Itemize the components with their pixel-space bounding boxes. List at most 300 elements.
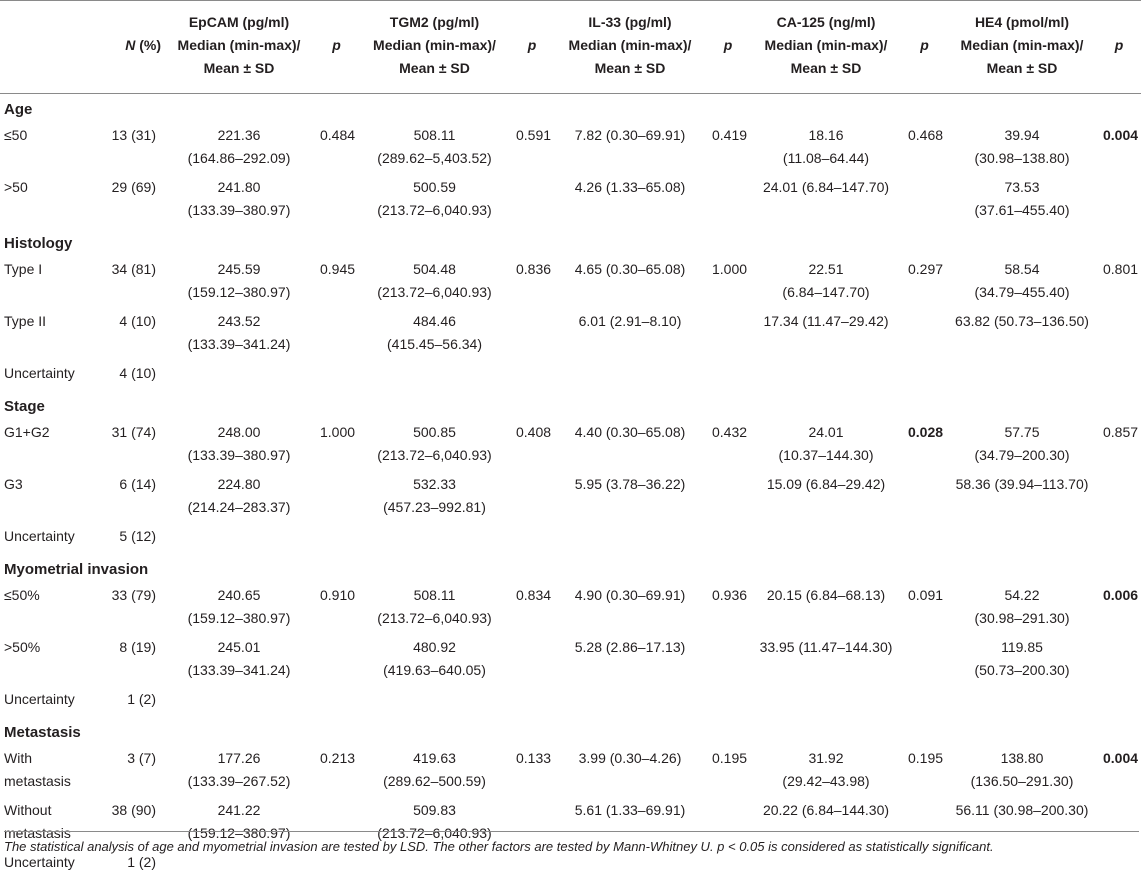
table-row <box>0 584 1141 636</box>
tgm2-p-value <box>510 851 554 880</box>
he4-value <box>947 525 1097 554</box>
section-row <box>0 94 1141 125</box>
il33-value <box>554 473 706 525</box>
ca125-value-line: (29.42–43.98) <box>753 770 899 793</box>
tgm2-value-line: 419.63 <box>362 747 507 770</box>
il33-p-value: 0.195 <box>706 747 750 799</box>
il33-p-value <box>706 176 750 228</box>
il33-value <box>554 421 706 473</box>
he4-value-line: 63.82 (50.73–136.50) <box>950 310 1094 333</box>
header-blank <box>314 1 359 35</box>
row-label: Uncertainty <box>0 851 84 880</box>
epcam-p-value: 1.000 <box>314 421 359 473</box>
table-row <box>0 258 1141 310</box>
header-ca125-p: p <box>902 34 947 57</box>
il33-p-value: 0.432 <box>706 421 750 473</box>
he4-value-line: 119.85 <box>950 636 1094 659</box>
header-n <box>84 34 164 57</box>
epcam-value-line: 240.65 <box>167 584 311 607</box>
table-row <box>0 310 1141 362</box>
header-il33: IL-33 (pg/ml) <box>554 1 706 35</box>
tgm2-value <box>359 636 510 688</box>
tgm2-value-line: (457.23–992.81) <box>362 496 507 519</box>
section-title: Age <box>0 94 1141 125</box>
ca125-p-value <box>902 851 947 880</box>
epcam-value-line: 177.26 <box>167 747 311 770</box>
header-ca125-sub1: Median (min-max)/ <box>750 34 902 57</box>
il33-p-value <box>706 636 750 688</box>
table-row <box>0 124 1141 176</box>
row-n: 4 (10) <box>84 362 164 391</box>
header-he4-sub1: Median (min-max)/ <box>947 34 1097 57</box>
he4-value <box>947 258 1097 310</box>
il33-value <box>554 851 706 880</box>
header-blank <box>706 1 750 35</box>
il33-value <box>554 124 706 176</box>
header-row-2 <box>0 34 1141 57</box>
il33-p-value: 1.000 <box>706 258 750 310</box>
header-blank <box>510 1 554 35</box>
epcam-value <box>164 362 314 391</box>
il33-value <box>554 362 706 391</box>
he4-value-line: (37.61–455.40) <box>950 199 1094 222</box>
header-ca125: CA-125 (ng/ml) <box>750 1 902 35</box>
epcam-value <box>164 747 314 799</box>
he4-p-value: 0.004 <box>1097 124 1141 176</box>
he4-value-line: (30.98–138.80) <box>950 147 1094 170</box>
epcam-value <box>164 688 314 717</box>
tgm2-value <box>359 421 510 473</box>
il33-value <box>554 636 706 688</box>
he4-value <box>947 421 1097 473</box>
table-row <box>0 362 1141 391</box>
tgm2-p-value <box>510 473 554 525</box>
ca125-p-value <box>902 636 947 688</box>
he4-value <box>947 851 1097 880</box>
epcam-value <box>164 851 314 880</box>
he4-value-line: 39.94 <box>950 124 1094 147</box>
il33-value-line: 4.26 (1.33–65.08) <box>557 176 703 199</box>
epcam-p-value <box>314 473 359 525</box>
epcam-value-line: (164.86–292.09) <box>167 147 311 170</box>
ca125-value <box>750 525 902 554</box>
header-epcam: EpCAM (pg/ml) <box>164 1 314 35</box>
ca125-p-value: 0.468 <box>902 124 947 176</box>
section-row <box>0 717 1141 747</box>
epcam-value-line: (159.12–380.97) <box>167 822 311 845</box>
row-label: Type I <box>0 258 84 310</box>
ca125-value-line: 20.15 (6.84–68.13) <box>753 584 899 607</box>
epcam-p-value <box>314 310 359 362</box>
header-blank <box>902 1 947 35</box>
epcam-value <box>164 258 314 310</box>
il33-p-value <box>706 851 750 880</box>
row-n: 6 (14) <box>84 473 164 525</box>
il33-value-line: 5.28 (2.86–17.13) <box>557 636 703 659</box>
epcam-value-line: (214.24–283.37) <box>167 496 311 519</box>
table-row <box>0 688 1141 717</box>
he4-value <box>947 584 1097 636</box>
he4-value-line: (30.98–291.30) <box>950 607 1094 630</box>
he4-value-line: 56.11 (30.98–200.30) <box>950 799 1094 822</box>
section-row <box>0 554 1141 584</box>
epcam-value <box>164 176 314 228</box>
row-n: 5 (12) <box>84 525 164 554</box>
tgm2-value-line: 500.85 <box>362 421 507 444</box>
ca125-value-line: 17.34 (11.47–29.42) <box>753 310 899 333</box>
epcam-value-line: (159.12–380.97) <box>167 281 311 304</box>
section-title: Metastasis <box>0 717 1141 747</box>
ca125-value <box>750 851 902 880</box>
he4-p-value <box>1097 362 1141 391</box>
epcam-value-line: 224.80 <box>167 473 311 496</box>
tgm2-value-line: 484.46 <box>362 310 507 333</box>
epcam-value <box>164 421 314 473</box>
epcam-value-line: 241.80 <box>167 176 311 199</box>
epcam-value <box>164 584 314 636</box>
tgm2-value <box>359 124 510 176</box>
epcam-value-line: (133.39–380.97) <box>167 199 311 222</box>
row-label: >50% <box>0 636 84 688</box>
tgm2-value <box>359 851 510 880</box>
tgm2-value-line: 504.48 <box>362 258 507 281</box>
ca125-value <box>750 747 902 799</box>
header-blank <box>1097 1 1141 35</box>
epcam-value-line: (159.12–380.97) <box>167 607 311 630</box>
ca125-p-value: 0.028 <box>902 421 947 473</box>
row-n: 1 (2) <box>84 851 164 880</box>
il33-p-value: 0.419 <box>706 124 750 176</box>
table-body <box>0 94 1141 880</box>
tgm2-value <box>359 310 510 362</box>
he4-value-line: 57.75 <box>950 421 1094 444</box>
he4-value-line: (34.79–455.40) <box>950 281 1094 304</box>
il33-p-value: 0.936 <box>706 584 750 636</box>
il33-value <box>554 584 706 636</box>
row-n: 13 (31) <box>84 124 164 176</box>
ca125-p-value: 0.195 <box>902 747 947 799</box>
il33-value <box>554 688 706 717</box>
ca125-value-line: 20.22 (6.84–144.30) <box>753 799 899 822</box>
he4-p-value: 0.857 <box>1097 421 1141 473</box>
tgm2-value <box>359 473 510 525</box>
ca125-value-line: 24.01 <box>753 421 899 444</box>
table-row <box>0 421 1141 473</box>
he4-p-value <box>1097 473 1141 525</box>
tgm2-p-value: 0.591 <box>510 124 554 176</box>
he4-value <box>947 124 1097 176</box>
tgm2-p-value <box>510 688 554 717</box>
epcam-p-value <box>314 176 359 228</box>
epcam-value-line: (133.39–380.97) <box>167 444 311 467</box>
il33-value-line: 5.61 (1.33–69.91) <box>557 799 703 822</box>
header-blank <box>314 57 359 94</box>
ca125-value <box>750 124 902 176</box>
he4-value <box>947 473 1097 525</box>
header-il33-sub2: Mean ± SD <box>554 57 706 94</box>
il33-value-line: 4.65 (0.30–65.08) <box>557 258 703 281</box>
table-row <box>0 525 1141 554</box>
row-label: Uncertainty <box>0 525 84 554</box>
ca125-value <box>750 258 902 310</box>
il33-p-value <box>706 688 750 717</box>
he4-value-line: 138.80 <box>950 747 1094 770</box>
epcam-value-line: 248.00 <box>167 421 311 444</box>
header-epcam-sub2: Mean ± SD <box>164 57 314 94</box>
ca125-p-value <box>902 176 947 228</box>
row-label: G3 <box>0 473 84 525</box>
il33-value-line: 6.01 (2.91–8.10) <box>557 310 703 333</box>
il33-value-line: 3.99 (0.30–4.26) <box>557 747 703 770</box>
tgm2-p-value <box>510 525 554 554</box>
ca125-value <box>750 176 902 228</box>
row-label: G1+G2 <box>0 421 84 473</box>
row-label: >50 <box>0 176 84 228</box>
he4-value-line: 58.36 (39.94–113.70) <box>950 473 1094 496</box>
tgm2-value-line: (213.72–6,040.93) <box>362 607 507 630</box>
row-n: 33 (79) <box>84 584 164 636</box>
ca125-value-line: 31.92 <box>753 747 899 770</box>
ca125-value <box>750 584 902 636</box>
he4-p-value: 0.801 <box>1097 258 1141 310</box>
epcam-value-line: (133.39–341.24) <box>167 659 311 682</box>
ca125-value <box>750 688 902 717</box>
epcam-p-value <box>314 636 359 688</box>
tgm2-value <box>359 525 510 554</box>
table-row <box>0 176 1141 228</box>
header-n-letter: N <box>125 37 135 53</box>
tgm2-p-value: 0.408 <box>510 421 554 473</box>
section-row <box>0 391 1141 421</box>
ca125-value-line: 18.16 <box>753 124 899 147</box>
tgm2-value-line: (213.72–6,040.93) <box>362 199 507 222</box>
he4-value <box>947 176 1097 228</box>
tgm2-p-value <box>510 636 554 688</box>
epcam-p-value: 0.484 <box>314 124 359 176</box>
header-blank <box>0 1 84 35</box>
he4-p-value <box>1097 636 1141 688</box>
header-ca125-sub2: Mean ± SD <box>750 57 902 94</box>
header-blank <box>0 57 84 94</box>
table-header <box>0 1 1141 94</box>
epcam-p-value: 0.213 <box>314 747 359 799</box>
il33-value <box>554 747 706 799</box>
epcam-p-value <box>314 525 359 554</box>
header-row-1 <box>0 1 1141 35</box>
tgm2-value <box>359 747 510 799</box>
header-n-blank <box>84 1 164 35</box>
epcam-p-value <box>314 362 359 391</box>
header-epcam-sub1: Median (min-max)/ <box>164 34 314 57</box>
tgm2-value <box>359 688 510 717</box>
row-label: With metastasis <box>0 747 84 799</box>
epcam-value <box>164 525 314 554</box>
il33-value <box>554 258 706 310</box>
row-n: 34 (81) <box>84 258 164 310</box>
ca125-p-value <box>902 525 947 554</box>
il33-p-value <box>706 525 750 554</box>
he4-value <box>947 688 1097 717</box>
tgm2-p-value: 0.133 <box>510 747 554 799</box>
he4-value <box>947 747 1097 799</box>
epcam-value <box>164 473 314 525</box>
row-label: ≤50 <box>0 124 84 176</box>
ca125-value-line: 15.09 (6.84–29.42) <box>753 473 899 496</box>
epcam-p-value: 0.910 <box>314 584 359 636</box>
tgm2-value-line: 508.11 <box>362 584 507 607</box>
tgm2-value-line: (213.72–6,040.93) <box>362 822 507 845</box>
epcam-value-line: 245.59 <box>167 258 311 281</box>
il33-value-line: 5.95 (3.78–36.22) <box>557 473 703 496</box>
tgm2-value-line: 500.59 <box>362 176 507 199</box>
he4-p-value <box>1097 525 1141 554</box>
il33-value <box>554 525 706 554</box>
header-epcam-p: p <box>314 34 359 57</box>
ca125-value-line: 33.95 (11.47–144.30) <box>753 636 899 659</box>
ca125-value <box>750 636 902 688</box>
he4-value <box>947 636 1097 688</box>
tgm2-p-value <box>510 310 554 362</box>
he4-value-line: 73.53 <box>950 176 1094 199</box>
tgm2-value-line: (213.72–6,040.93) <box>362 444 507 467</box>
table-row <box>0 747 1141 799</box>
ca125-value <box>750 421 902 473</box>
ca125-value <box>750 310 902 362</box>
header-tgm2-sub1: Median (min-max)/ <box>359 34 510 57</box>
ca125-value-line: 24.01 (6.84–147.70) <box>753 176 899 199</box>
tgm2-value-line: (419.63–640.05) <box>362 659 507 682</box>
table-row <box>0 473 1141 525</box>
header-row-3 <box>0 57 1141 94</box>
header-tgm2: TGM2 (pg/ml) <box>359 1 510 35</box>
header-n-pct: (%) <box>135 37 161 53</box>
he4-value <box>947 362 1097 391</box>
row-n: 38 (90) <box>84 799 164 851</box>
il33-p-value <box>706 473 750 525</box>
tgm2-value-line: 532.33 <box>362 473 507 496</box>
table-row <box>0 636 1141 688</box>
tgm2-value-line: (289.62–500.59) <box>362 770 507 793</box>
epcam-value-line: 243.52 <box>167 310 311 333</box>
row-label: ≤50% <box>0 584 84 636</box>
table-footnote: The statistical analysis of age and myometrial invasion are tested by LSD. The other factors are tested by Mann-Whitney U. p < 0.05 is considered as statistically significant. <box>4 831 1139 854</box>
il33-value-line: 7.82 (0.30–69.91) <box>557 124 703 147</box>
tgm2-p-value <box>510 362 554 391</box>
tgm2-value-line: (213.72–6,040.93) <box>362 281 507 304</box>
header-tgm2-p: p <box>510 34 554 57</box>
ca125-p-value: 0.297 <box>902 258 947 310</box>
il33-value <box>554 176 706 228</box>
section-title: Stage <box>0 391 1141 421</box>
he4-p-value <box>1097 688 1141 717</box>
he4-value-line: 58.54 <box>950 258 1094 281</box>
header-he4-sub2: Mean ± SD <box>947 57 1097 94</box>
he4-value-line: 54.22 <box>950 584 1094 607</box>
row-label: Uncertainty <box>0 688 84 717</box>
tgm2-value <box>359 584 510 636</box>
epcam-p-value <box>314 851 359 880</box>
table-row <box>0 851 1141 880</box>
he4-p-value <box>1097 310 1141 362</box>
section-row <box>0 228 1141 258</box>
epcam-p-value: 0.945 <box>314 258 359 310</box>
section-title: Myometrial invasion <box>0 554 1141 584</box>
tgm2-p-value: 0.834 <box>510 584 554 636</box>
tgm2-value-line: 509.83 <box>362 799 507 822</box>
il33-p-value <box>706 310 750 362</box>
row-label: Without metastasis <box>0 799 84 851</box>
il33-value <box>554 310 706 362</box>
tgm2-value-line: (289.62–5,403.52) <box>362 147 507 170</box>
header-blank <box>510 57 554 94</box>
tgm2-value <box>359 258 510 310</box>
header-il33-p: p <box>706 34 750 57</box>
epcam-value-line: (133.39–267.52) <box>167 770 311 793</box>
tgm2-value-line: (415.45–56.34) <box>362 333 507 356</box>
header-blank <box>902 57 947 94</box>
epcam-value-line: 241.22 <box>167 799 311 822</box>
il33-value-line: 4.40 (0.30–65.08) <box>557 421 703 444</box>
ca125-p-value: 0.091 <box>902 584 947 636</box>
ca125-value <box>750 473 902 525</box>
he4-value-line: (136.50–291.30) <box>950 770 1094 793</box>
row-n: 8 (19) <box>84 636 164 688</box>
row-n: 3 (7) <box>84 747 164 799</box>
epcam-value <box>164 124 314 176</box>
row-n: 29 (69) <box>84 176 164 228</box>
header-blank <box>0 34 84 57</box>
he4-value-line: (34.79–200.30) <box>950 444 1094 467</box>
ca125-value-line: (6.84–147.70) <box>753 281 899 304</box>
epcam-value-line: 245.01 <box>167 636 311 659</box>
tgm2-value <box>359 362 510 391</box>
il33-p-value <box>706 362 750 391</box>
tgm2-p-value <box>510 176 554 228</box>
he4-p-value: 0.004 <box>1097 747 1141 799</box>
epcam-p-value <box>314 688 359 717</box>
epcam-value-line: 221.36 <box>167 124 311 147</box>
row-n: 1 (2) <box>84 688 164 717</box>
epcam-value-line: (133.39–341.24) <box>167 333 311 356</box>
ca125-value-line: (11.08–64.44) <box>753 147 899 170</box>
ca125-p-value <box>902 473 947 525</box>
tgm2-value-line: 480.92 <box>362 636 507 659</box>
header-blank <box>706 57 750 94</box>
header-he4-p: p <box>1097 34 1141 57</box>
ca125-p-value <box>902 362 947 391</box>
tgm2-value <box>359 176 510 228</box>
header-blank <box>84 57 164 94</box>
header-tgm2-sub2: Mean ± SD <box>359 57 510 94</box>
epcam-value <box>164 636 314 688</box>
ca125-value-line: (10.37–144.30) <box>753 444 899 467</box>
section-title: Histology <box>0 228 1141 258</box>
epcam-value <box>164 310 314 362</box>
he4-value-line: (50.73–200.30) <box>950 659 1094 682</box>
tgm2-p-value: 0.836 <box>510 258 554 310</box>
row-label: Uncertainty <box>0 362 84 391</box>
ca125-p-value <box>902 688 947 717</box>
ca125-p-value <box>902 310 947 362</box>
header-blank <box>1097 57 1141 94</box>
ca125-value <box>750 362 902 391</box>
ca125-value-line: 22.51 <box>753 258 899 281</box>
row-n: 31 (74) <box>84 421 164 473</box>
header-il33-sub1: Median (min-max)/ <box>554 34 706 57</box>
he4-p-value: 0.006 <box>1097 584 1141 636</box>
he4-value <box>947 310 1097 362</box>
il33-value-line: 4.90 (0.30–69.91) <box>557 584 703 607</box>
